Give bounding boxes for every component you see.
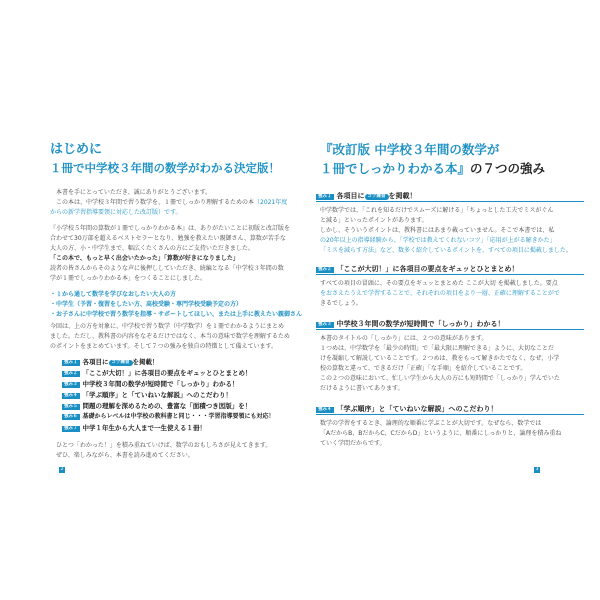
strength-heading-text: 「学ぶ順序」と「ていねいな解説」へのこだわり！ (336, 405, 498, 413)
body-line: 大人の方、小・中学生まで、幅広くたくさんの方にご支持いただきました。 (50, 245, 254, 252)
page-number-left: 2 (60, 467, 64, 472)
strength-number: 強み２ (64, 371, 78, 376)
strength-heading-text: 中学校３年間の数学が短時間で「しっかり」わかる！ (336, 320, 505, 328)
body-line: ていく学問だからです。 (320, 440, 386, 447)
strength-number: 強み４ (318, 407, 332, 412)
strength-2-heading (316, 264, 519, 274)
strength-text: 各項目に (82, 358, 109, 366)
strength-item (62, 412, 275, 422)
strength-number: 強み１ (64, 360, 78, 365)
body-line: 「ミスを減らす方法」など、数多く紹介しているポイントを、すべての項目に掲載しました。 (320, 247, 572, 254)
body-line: のポイントをまとめています。そして７つの強みを独自の特徴として備えています。 (50, 343, 278, 350)
strength-1-body (320, 206, 584, 256)
body-line: けを凝縮して解説していることです。２つめは、教をもって解きかたでなく、なぜ、小学 (320, 355, 560, 362)
strength-item (62, 423, 206, 433)
right-page (300, 0, 600, 600)
strength-number: 強み２ (318, 267, 332, 272)
body-line: と減る」といったポイントがあります。 (320, 217, 428, 224)
intro-line: からの新学習指導要領に対応した改訂版）です。 (50, 209, 182, 216)
strength-item (62, 401, 251, 411)
strength-pill: コツ練習 (365, 194, 389, 200)
strength-heading-text: 各項目に (336, 192, 365, 200)
strength-1-heading (316, 191, 417, 201)
body-line: 『小学校５年間の算数が１冊でしっかりわかる本』は、ありがたいことに初版と改訂版を (50, 225, 291, 232)
left-body1 (50, 224, 291, 284)
body-line: この２つの意味において、忙しい学生から大人の方にも短時間で「しっかり」学んでいた (320, 375, 560, 382)
right-title-suffix: の７つの強み (470, 161, 546, 176)
intro-line-highlight: （2021年度 (254, 199, 288, 206)
body-line: しかし、そういうポイントは、教科書にはあまり載っていません。そこで本書では、私 (320, 227, 555, 234)
right-title-main: １冊でしっかりわかる本』 (320, 161, 471, 176)
strength-2-body (320, 279, 584, 309)
body-line: すべての項目の冒頭に、その要点をギュッとまとめた ここが大切 を掲載しました。要点 (320, 280, 558, 287)
body-line: 「AだからB、BだからC、CだからD」というように、順番にしっかりと、論理を積み重ね (320, 430, 562, 437)
left-intro (50, 188, 288, 218)
strength-3-heading (316, 319, 505, 329)
right-title-line1: 『改訂版 中学校３年間の数学が (320, 142, 500, 157)
body-line: 本書のタイトルの「しっかり」には、２つの意味があります。 (320, 335, 488, 342)
body-line: 学が１冊でしっかりわかる本」をつくることにしました。 (50, 275, 207, 282)
strength-text: 問題の理解を深めるための、豊富な「面積つき図版」を！ (82, 402, 252, 410)
strength-4-body (320, 419, 584, 449)
strength-text: 中学校３年間の数学が短時間で「しっかり」わかる！ (82, 380, 239, 388)
page-number-right: 3 (535, 467, 539, 472)
strength-text-2: を掲載！ (132, 358, 159, 366)
heading-rule (316, 414, 584, 415)
target-item: ・中学生（予習・復習をしたい方、高校受験・専門学校受験予定の方） (50, 301, 243, 308)
left-closing (56, 441, 282, 461)
left-title-line1: はじめに (50, 142, 103, 157)
heading-rule (316, 201, 584, 202)
target-item: ・１から通して数学を学びなおしたい大人の方 (50, 291, 177, 298)
body-line: だけるように書いてあります。 (320, 385, 404, 392)
strength-number: 強み７ (64, 426, 78, 431)
strength-text: 基礎からレベルは中学校の教科書と同じ・・・学習指導要領にも対応！ (82, 413, 275, 420)
right-title (320, 140, 545, 178)
target-item: ・お子さんに中学校で習う数学を指導・サポートしてほしい、または上手に教えたい親御さん (50, 311, 303, 318)
left-title-line2: １冊で中学校３年間の数学がわかる決定版！ (50, 161, 280, 175)
strength-item (62, 379, 239, 389)
body-line: ました。ただし、教科書の内容をなぞるだけではなく、本当の意味で数学を理解するため (50, 333, 290, 340)
strength-number: 強み１ (318, 194, 332, 199)
strength-text: 「学ぶ順序」と「ていねいな解説」へのこだわり！ (82, 391, 232, 399)
body-line: 校の算数と違って、できるだけ「正確」「な手順」を紹介していることです。 (320, 365, 527, 372)
body-line: 数学の学習をするとき、論理的な順番に学ぶことが大切です。なぜなら、数学では (320, 420, 542, 427)
strength-number: 強み４ (64, 393, 78, 398)
closing-line: ひとつ「わかった！」を積み重ねていけば、数学のおもしろさが見えてきます。 (56, 442, 272, 449)
strength-heading-text-2: を掲載！ (388, 192, 417, 200)
strength-text: 中学１年生から大人まで一生使える１冊！ (82, 424, 206, 432)
strength-number: 強み３ (318, 322, 332, 327)
left-targets (50, 290, 303, 320)
body-line: をおさえたうえで学習することで、それぞれの項目をより一層、正確に理解することがで (320, 290, 560, 297)
intro-line (50, 198, 288, 208)
intro-line-text: この本は、中学校３年間で習う数学を、１冊でしっかり理解するための本 (56, 199, 255, 206)
strength-number: 強み５ (64, 404, 78, 409)
heading-rule (316, 329, 584, 330)
strength-pill: コツ練習 (109, 360, 133, 366)
strength-item (62, 368, 252, 378)
body-line: 合わせて30万部を超えるベストセラーとなり、勉強を教えたい親御さん、算数が苦手な (50, 235, 286, 242)
strength-item (62, 357, 159, 367)
body-line: 今回は、上の方を対象に、中学校で習う数学（中学数学）を１冊でわかるようにまとめ (50, 323, 285, 330)
body-line: きるでしょう。 (320, 300, 362, 307)
strength-number: 強み６ (64, 414, 78, 419)
left-body2 (50, 322, 290, 352)
strength-3-body (320, 334, 584, 394)
body-line: 読者の皆さんからそのような声に後押ししていただき、続編となる「中学校３年間の数 (50, 265, 284, 272)
body-line: １つめは、中学数学を「最少の時間」で「最大限に理解できる」ように、大切なことだ (320, 345, 555, 352)
left-title (50, 140, 280, 178)
strength-number: 強み３ (64, 382, 78, 387)
right-title-line2 (320, 159, 545, 178)
body-line: の20年以上の指導経験から、「学校では教えてくれないコツ」「応用が上がる解きかた」 (320, 237, 556, 244)
strength-heading-text: 「ここが大切！」に各項目の要点をギュッとひとまとめ！ (336, 265, 519, 273)
body-line-quote: 「この本で、もっと早く出会いたかった」「算数が好きになりました」 (50, 255, 239, 262)
intro-line: 本書を手にとっていただき、誠にありがとうございます。 (56, 189, 212, 196)
strength-text: 「ここが大切！」に各項目の要点をギュッとひとまとめ！ (82, 369, 252, 377)
body-line: 中学数学では、「これを知るだけでスムーズに解ける」「ちょっとした工夫でミスがぐん (320, 207, 554, 214)
strength-item (62, 390, 232, 400)
closing-line: ぜひ、楽しみながら、本書を読み進めてください。 (56, 452, 194, 459)
heading-rule (316, 274, 584, 275)
strength-4-heading (316, 404, 498, 414)
